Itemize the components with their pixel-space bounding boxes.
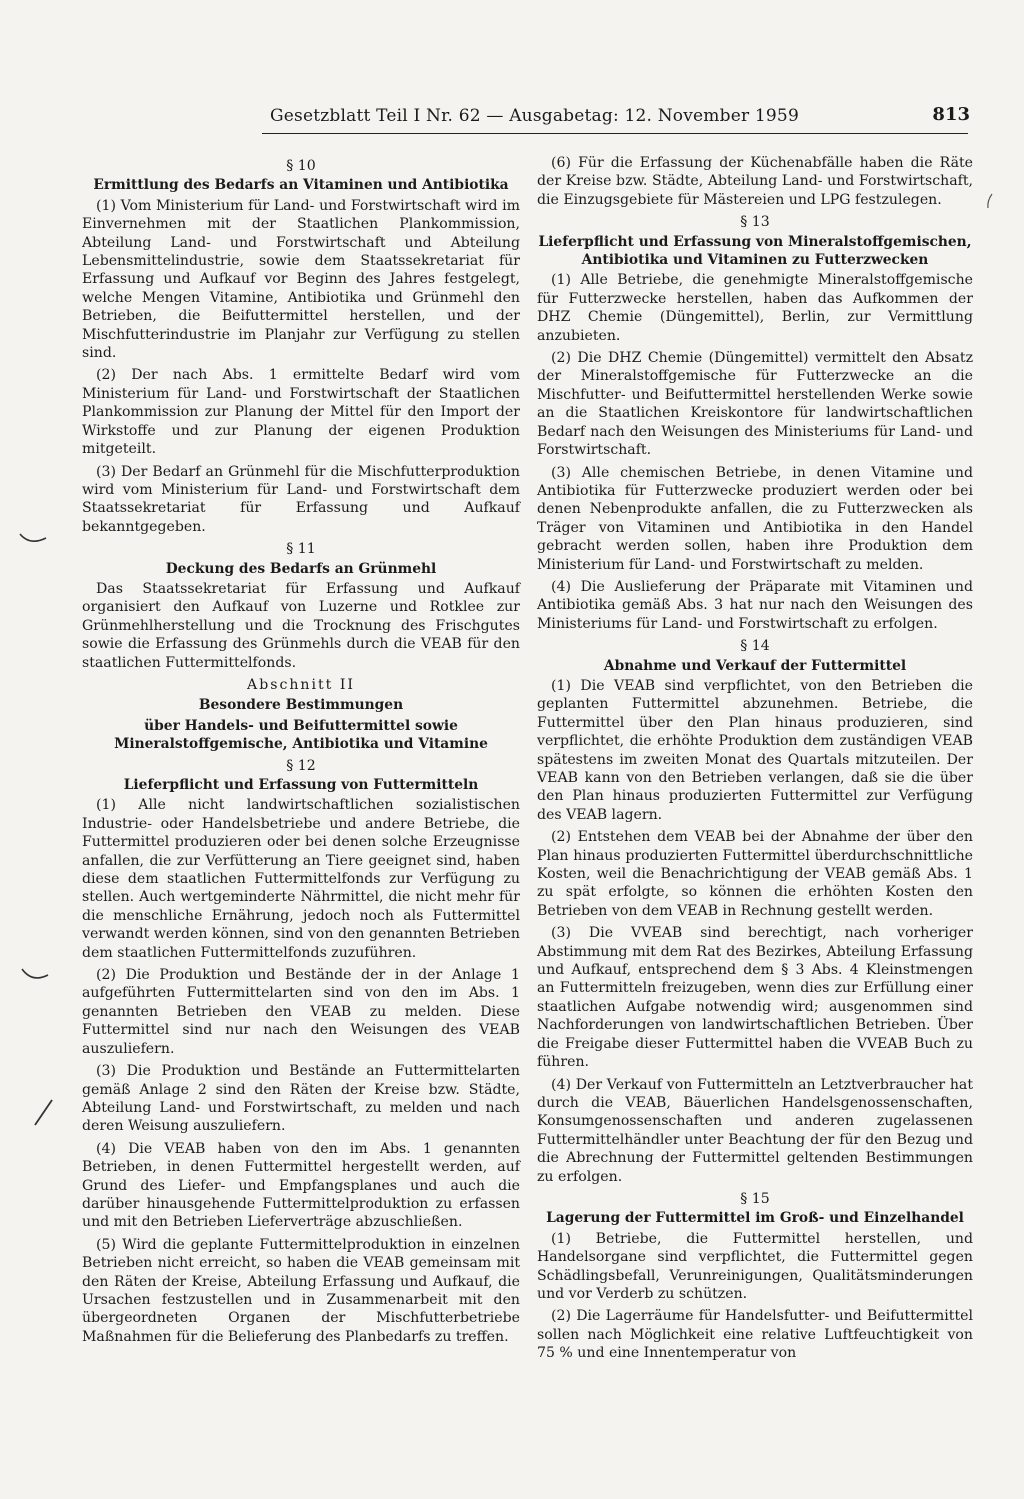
section-12-number: § 12 — [286, 757, 316, 774]
paragraph: (2) Die Produktion und Bestände der in der Anlage 1 aufgeführten Futtermittelarten sind von den im Abs. 1 genannten Betrieben den VEAB zu melden. Diese Futtermittel sind nur nach den Weisungen des VEAB auszuliefern. — [82, 967, 520, 1057]
paragraph: (4) Die Auslieferung der Präparate mit Vitaminen und Antibiotika gemäß Abs. 3 hat nur nach den Weisungen des Ministeriums für Land- und Forstwirtschaft zu erfolgen. — [537, 578, 973, 632]
paragraph: (6) Für die Erfassung der Küchenabfälle haben die Räte der Kreise bzw. Städte, Abteilung Land- und Forstwirtschaft, die Einzugsgebiete für Mästereien und LPG festzulegen. — [537, 155, 973, 208]
paragraph: (2) Der nach Abs. 1 ermittelte Bedarf wird vom Ministerium für Land- und Forstwirtschaft der Staatlichen Plankommission zur Planung der Mittel für den Import der Wirkstoffe und zur Planung der eigenen Produktion mitgeteilt. — [82, 367, 520, 458]
chapter-heading-line1: Besondere Bestimmungen — [198, 697, 404, 714]
paragraph: (3) Die VVEAB sind berechtigt, nach vorheriger Abstimmung mit dem Rat des Bezirkes, Abteilung Erfassung und Aufkauf, entsprechend dem § 3 Abs. 4 Kleinstmengen an Futtermitteln freizugeben, wenn dies zur Erfüllung einer staatlichen Aufgabe notwendig wird; ausgenommen sind Nachforderungen von landwirtschaftlichen Betrieben. Über die Freigabe dieser Futtermittel haben die VVEAB Buch zu führen. — [537, 925, 973, 1071]
section-15-number: § 15 — [740, 1190, 770, 1207]
paragraph: (1) Die VEAB sind verpflichtet, von den Betrieben die geplanten Futtermittel abzunehmen. Betriebe, die Futtermittel über den Plan hinaus produzieren, sind verpflichtet, die erhöhte Produktion dem zuständigen VEAB spätestens im zweiten Monat des Quartals mitzuteilen. Der VEAB kann von den Betrieben verlangen, daß sie die über den Plan hinaus produzierten Futtermittel zur Verfügung des VEAB lagern. — [537, 677, 973, 823]
paragraph: (4) Die VEAB haben von den im Abs. 1 genannten Betrieben, in denen Futtermittel hergestellt werden, auf Grund des Liefer- und Empfangsplanes und auch die darüber hinausgehende Futtermittelproduktion zu erfassen und mit den Betrieben Lieferverträge abzuschließen. — [82, 1140, 520, 1231]
chapter-heading-line2: über Handels- und Beifuttermittel sowie Mineralstoffgemische, Antibiotika und Vitamine — [114, 717, 488, 753]
margin-check-mark — [20, 965, 50, 987]
paragraph: (2) Die DHZ Chemie (Düngemittel) vermittelt den Absatz der Mineralstoffgemische für Futterzwecke an die Mischfutter- und Beifuttermittel herstellenden Werke sowie an die Staatlichen Kreiskontore für landwirtschaftlichen Bedarf nach den Weisungen des Ministeriums für Land- und Forstwirtschaft. — [537, 350, 973, 459]
left-column — [82, 154, 520, 1350]
section-12-heading: Lieferpflicht und Erfassung von Futtermitteln — [123, 777, 479, 793]
margin-tick-mark — [984, 192, 994, 210]
paragraph: (1) Betriebe, die Futtermittel herstellen, und Handelsorgane sind verpflichtet, die Futtermittel gegen Schädlingsbefall, Verunreinigungen, Qualitätsminderungen und vor Verderb zu schützen. — [537, 1230, 973, 1302]
margin-slash-mark — [32, 1098, 54, 1128]
section-11-heading: Deckung des Bedarfs an Grünmehl — [165, 560, 437, 577]
paragraph: Das Staatssekretariat für Erfassung und Aufkauf organisiert den Aufkauf von Luzerne und Rotklee zur Grünmehlherstellung und die Trocknung des Frischgutes sowie die Erfassung des Grünmehls durch die VEAB für den staatlichen Futtermittelfonds. — [82, 580, 520, 671]
paragraph: (3) Der Bedarf an Grünmehl für die Mischfutterproduktion wird vom Ministerium für Land- und Forstwirtschaft dem Staatssekretariat für Erfassung und Aufkauf bekanntgegeben. — [82, 463, 520, 535]
section-10-heading: Ermittlung des Bedarfs an Vitaminen und Antibiotika — [93, 177, 509, 194]
section-11-number: § 11 — [286, 541, 316, 558]
page-number: 813 — [932, 104, 970, 125]
gazette-title: Gesetzblatt Teil I Nr. 62 — Ausgabetag: 12. November 1959 — [270, 106, 799, 126]
paragraph: (1) Alle Betriebe, die genehmigte Mineralstoffgemische für Futterzwecke herstellen, haben das Aufkommen der DHZ Chemie (Düngemittel), Berlin, zur Vermittlung anzubieten. — [537, 272, 973, 344]
header-rule — [262, 133, 968, 134]
section-15-heading: Lagerung der Futtermittel im Groß- und Einzelhandel — [546, 1210, 964, 1227]
chapter-title: Abschnitt II — [247, 676, 355, 693]
right-column — [537, 154, 973, 1367]
paragraph: (1) Alle nicht landwirtschaftlichen sozialistischen Industrie- oder Handelsbetriebe und andere Betriebe, die Futtermittel produzieren oder bei denen solche Erzeugnisse anfallen, die zur Verfütterung an Tiere geeignet sind, haben diese dem staatlichen Futtermittelfonds zur Verfügung zu stellen. Auch wertgeminderte Nährmittel, die nicht mehr für die menschliche Ernährung, jedoch noch als Futtermittel verwandt werden können, sind von den genannten Betrieben dem staatlichen Futtermittelfonds zuzuführen. — [82, 797, 520, 961]
section-13-number: § 13 — [740, 214, 770, 231]
section-10-number: § 10 — [286, 158, 316, 174]
section-13-heading: Lieferpflicht und Erfassung von Mineralstoffgemischen, Antibiotika und Vitaminen zu Futterzwecken — [538, 233, 972, 269]
section-14-number: § 14 — [740, 638, 770, 655]
page-header — [250, 102, 970, 134]
paragraph: (3) Die Produktion und Bestände an Futtermittelarten gemäß Anlage 2 sind den Räten der Kreise bzw. Städte, Abteilung Land- und Forstwirtschaft, zu melden und nach deren Weisung auszuliefern. — [82, 1063, 520, 1135]
paragraph: (5) Wird die geplante Futtermittelproduktion in einzelnen Betrieben nicht erreicht, so haben die VEAB gemeinsam mit den Räten der Kreise, Abteilung Erfassung und Aufkauf, die Ursachen festzustellen und in Zusammenarbeit mit den übergeordneten Organen der Mischfutterbetriebe Maßnahmen für die Belieferung des Planbedarfs zu treffen. — [82, 1236, 520, 1345]
paragraph: (2) Die Lagerräume für Handelsfutter- und Beifuttermittel sollen nach Möglichkeit eine relative Luftfeuchtigkeit von 75 % und eine Innentemperatur von — [537, 1308, 973, 1362]
section-14-heading: Abnahme und Verkauf der Futtermittel — [603, 657, 907, 674]
paragraph: (2) Entstehen dem VEAB bei der Abnahme der über den Plan hinaus produzierten Futtermittel überdurchschnittliche Kosten, weil die Benachrichtigung der VEAB gemäß Abs. 1 zu spät erfolgte, so können die erhöhten Kosten den Betrieben von dem VEAB in Rechnung gestellt werden. — [537, 829, 973, 919]
paragraph: (1) Vom Ministerium für Land- und Forstwirtschaft wird im Einvernehmen mit der Staatlichen Plankommission, Abteilung Land- und Forstwirtschaft und Abteilung Lebensmittelindustrie, sowie dem Staatssekretariat für Erfassung und Aufkauf vor Beginn des Jahres festgelegt, welche Mengen Vitamine, Antibiotika und Grünmehl den Betrieben, die Beifuttermittel herstellen, und der Mischfutterindustrie im Planjahr zur Verfügung zu stellen sind. — [82, 197, 520, 362]
paragraph: (4) Der Verkauf von Futtermitteln an Letztverbraucher hat durch die VEAB, Bäuerlichen Handelsgenossenschaften, Konsumgenossenschaften und anderen zugelassenen Futtermittelhändler unter Beachtung der für den Bezug und die Abrechnung der Futtermittel geltenden Bestimmungen zu erfolgen. — [537, 1076, 973, 1185]
margin-check-mark — [18, 530, 48, 550]
paragraph: (3) Alle chemischen Betriebe, in denen Vitamine und Antibiotika für Futterzwecke produziert werden oder bei denen Nebenprodukte anfallen, die zu Futterzwecken als Träger von Vitaminen und Antibiotika in den Handel gebracht werden sollen, haben ihre Produktion dem Ministerium für Land- und Forstwirtschaft zu melden. — [537, 464, 973, 573]
